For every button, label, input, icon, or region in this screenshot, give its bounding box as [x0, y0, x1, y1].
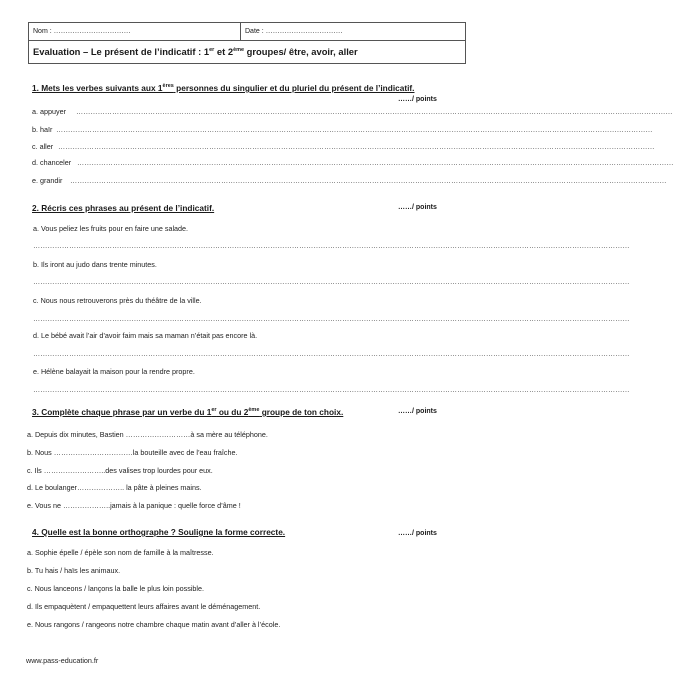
q3-item-a: a. Depuis dix minutes, Bastien ………………………à sa mère au téléphone.: [27, 430, 268, 439]
q2-answer-line[interactable]: ……………………………………………………………………………………………………………………………………………………………………………………………………………………………: [33, 277, 630, 286]
page-title: [29, 41, 465, 63]
q2-item-e: e. Hélène balayait la maison pour la rendre propre.: [33, 367, 195, 376]
title-part-a: Evaluation – Le présent de l’indicatif : 1: [33, 46, 210, 57]
q1-item-c: c. aller: [32, 142, 54, 151]
q1-item-b: b. haïr: [32, 125, 53, 134]
q1-points: ……/ points: [398, 96, 437, 103]
q3-item-d: d. Le boulanger……………….. la pâte à pleines mains.: [27, 483, 202, 492]
q1-item-d: d. chanceler: [32, 158, 72, 167]
q2-answer-line[interactable]: ……………………………………………………………………………………………………………………………………………………………………………………………………………………………: [33, 241, 630, 250]
q3-item-e: e. Vous ne ………………..jamais à la panique : quelle force d’âme !: [27, 501, 241, 510]
q2-answer-line[interactable]: ……………………………………………………………………………………………………………………………………………………………………………………………………………………………: [33, 385, 630, 394]
q3-title-c: groupe de ton choix.: [259, 407, 344, 417]
title-part-b: et 2: [214, 46, 234, 57]
q1-answer-line[interactable]: ……………………………………………………………………………………………………………………………………………………………………………………………………………………………: [70, 176, 667, 185]
footer-website: www.pass-education.fr: [26, 656, 99, 665]
q2-item-d: d. Le bébé avait l’air d’avoir faim mais sa maman n’était pas encore là.: [33, 331, 258, 340]
q4-item-c: c. Nous lanceons / lançons la balle le plus loin possible.: [27, 584, 204, 593]
q2-title: 2. Récris ces phrases au présent de l’indicatif.: [32, 203, 215, 213]
q3-title-a: 3. Complète chaque phrase par un verbe du 1: [32, 407, 212, 417]
q3-title-sup-2: ème: [248, 407, 260, 414]
q2-item-b: b. Ils iront au judo dans trente minutes.: [33, 260, 157, 269]
name-field: Nom : ……………………………: [29, 23, 241, 40]
q3-item-b: b. Nous ……………………………la bouteille avec de l’eau fraîche.: [27, 448, 238, 457]
q4-item-a: a. Sophie épelle / épèle son nom de famille à la maîtresse.: [27, 548, 214, 557]
q1-answer-line[interactable]: ……………………………………………………………………………………………………………………………………………………………………………………………………………………………: [56, 125, 653, 134]
q3-points: ……/ points: [398, 408, 437, 415]
q1-item-e: e. grandir: [32, 176, 63, 185]
q2-answer-line[interactable]: ……………………………………………………………………………………………………………………………………………………………………………………………………………………………: [33, 314, 630, 323]
header-box: [28, 22, 466, 64]
q3-item-c: c. Ils ……………………..des valises trop lourdes pour eux.: [27, 466, 213, 475]
q3-title-sup-1: er: [211, 407, 217, 414]
q1-item-a: a. appuyer: [32, 107, 66, 116]
title-sup-1: er: [209, 46, 215, 53]
q4-item-b: b. Tu hais / haïs les animaux.: [27, 566, 121, 575]
q1-title-b: personnes du singulier et du pluriel du présent de l’indicatif.: [173, 83, 415, 93]
q2-answer-line[interactable]: ……………………………………………………………………………………………………………………………………………………………………………………………………………………………: [33, 349, 630, 358]
q1-title-sup: ères: [162, 83, 174, 90]
q1-answer-line[interactable]: ……………………………………………………………………………………………………………………………………………………………………………………………………………………………: [58, 142, 655, 151]
q1-title: [32, 83, 415, 93]
q4-item-d: d. Ils empaquètent / empaquettent leurs affaires avant le déménagement.: [27, 602, 261, 611]
q2-points: ……/ points: [398, 204, 437, 211]
q4-item-e: e. Nous rangons / rangeons notre chambre chaque matin avant d’aller à l’école.: [27, 620, 281, 629]
date-field: Date : ……………………………: [245, 28, 343, 35]
title-part-c: groupes/ être, avoir, aller: [244, 46, 358, 57]
q1-title-a: 1. Mets les verbes suivants aux 1: [32, 83, 163, 93]
q3-title: [32, 407, 343, 417]
q3-title-b: ou du 2: [216, 407, 249, 417]
q4-points: ……/ points: [398, 530, 437, 537]
q1-answer-line[interactable]: ……………………………………………………………………………………………………………………………………………………………………………………………………………………………: [77, 158, 674, 167]
q4-title: 4. Quelle est la bonne orthographe ? Souligne la forme correcte.: [32, 527, 286, 537]
title-sup-2: ème: [233, 46, 245, 53]
q2-item-a: a. Vous peliez les fruits pour en faire une salade.: [33, 224, 189, 233]
header-name-date-row: [29, 23, 465, 41]
q1-answer-line[interactable]: ……………………………………………………………………………………………………………………………………………………………………………………………………………………………: [76, 107, 673, 116]
q2-item-c: c. Nous nous retrouverons près du théâtre de la ville.: [33, 296, 202, 305]
